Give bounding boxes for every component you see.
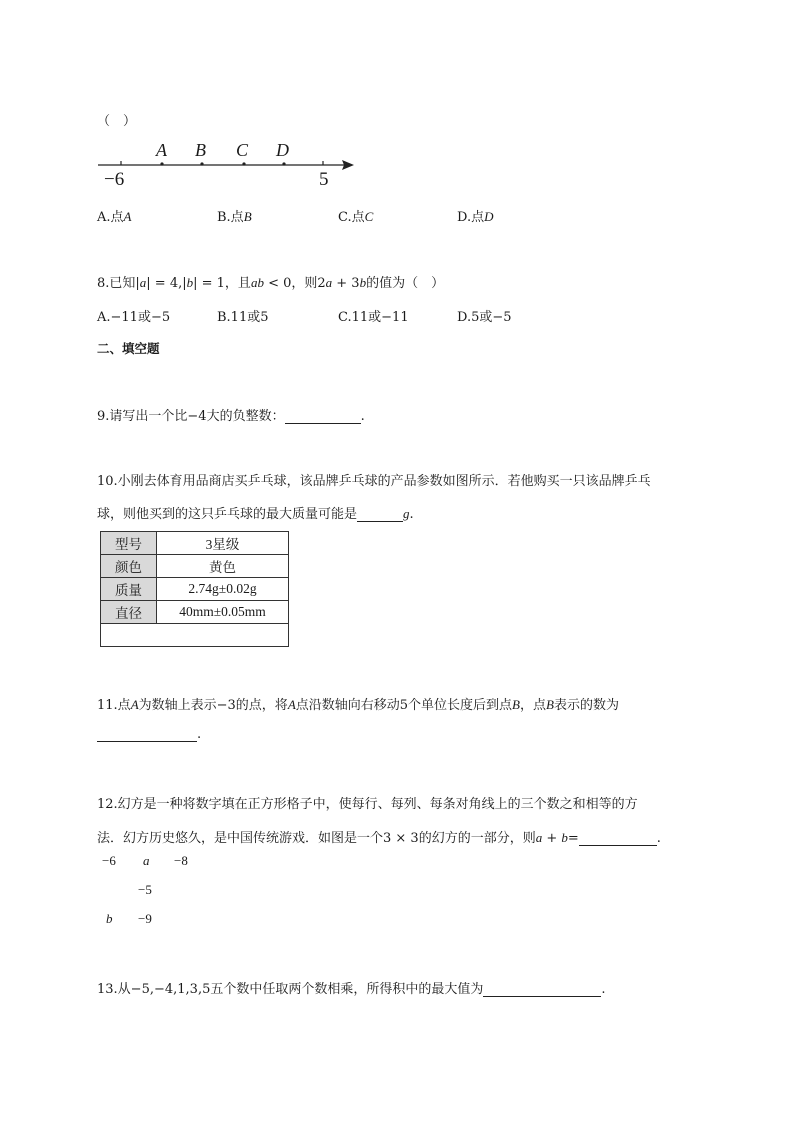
q12-line-1: 12.幻方是一种将数字填在正方形格子中，使每行、每列、每条对角线上的三个数之和相等的方 — [97, 797, 638, 812]
point-a-label: A — [156, 140, 167, 160]
q7-answer-bracket: （ ） — [97, 114, 137, 129]
spec-row-empty — [101, 624, 289, 647]
point-c-label: C — [236, 140, 249, 160]
point-c-dot — [242, 162, 245, 165]
q8-stem: 8.已知|a| = 4,|b| = 1，且ab < 0，则2a + 3b的值为（ ） — [97, 275, 445, 291]
number-line — [96, 140, 366, 200]
q9-stem: 9.请写出一个比−4大的负整数： . — [97, 409, 365, 424]
q13-answer-blank[interactable] — [483, 982, 601, 997]
q7-option-d: D.点D — [457, 209, 494, 225]
q12-line-2: 法．幻方历史悠久，是中国传统游戏．如图是一个3 × 3的幻方的一部分，则a + b= . — [97, 830, 661, 846]
spec-key: 直径 — [101, 601, 157, 624]
q8-option-b: B.11或5 — [217, 310, 269, 325]
axis-label-right: 5 — [319, 169, 329, 190]
q10-line-2: 球，则他买到的这只乒乓球的最大质量可能是 g. — [97, 506, 414, 522]
q8-option-c: C.11或−11 — [338, 310, 409, 325]
q7-option-c: C.点C — [338, 209, 374, 225]
q7-option-a: A.点A — [97, 209, 132, 225]
spec-key: 质量 — [101, 578, 157, 601]
product-spec-table — [100, 531, 289, 647]
point-d-label: D — [276, 140, 289, 160]
q11-stem: 11.点A为数轴上表示−3的点，将A点沿数轴向右移动5个单位长度后到点B，点B表示的数为 — [97, 697, 619, 713]
magic-square-cell: a — [143, 853, 150, 868]
magic-square-cell: −8 — [174, 853, 188, 868]
spec-value: 2.74g±0.02g — [157, 578, 289, 601]
magic-square-cell: −6 — [102, 853, 116, 868]
q7-option-b: B.点B — [217, 209, 252, 225]
q11-answer-blank[interactable] — [97, 727, 197, 742]
q8-option-a: A.−11或−5 — [97, 310, 171, 325]
point-b-dot — [200, 162, 203, 165]
point-a-dot — [160, 162, 163, 165]
q10-answer-blank[interactable] — [357, 507, 403, 522]
spec-row-model — [101, 532, 289, 555]
q8-option-d: D.5或−5 — [457, 310, 512, 325]
spec-key: 颜色 — [101, 555, 157, 578]
q10-line-1: 10.小刚去体育用品商店买乒乓球，该品牌乒乓球的产品参数如图所示．若他购买一只该品牌乒乓 — [97, 474, 651, 489]
magic-square-cell: −5 — [138, 882, 152, 897]
spec-row-diameter — [101, 601, 289, 624]
magic-square-cell: b — [106, 911, 113, 926]
spec-row-mass — [101, 578, 289, 601]
q11-answer-line: . — [97, 727, 201, 742]
spec-value: 黄色 — [157, 555, 289, 578]
section-heading-fill-in: 二、填空题 — [97, 341, 160, 356]
q9-answer-blank[interactable] — [285, 409, 361, 424]
q13-stem: 13.从−5,−4,1,3,5五个数中任取两个数相乘，所得积中的最大值为 . — [97, 982, 606, 997]
spec-key: 型号 — [101, 532, 157, 555]
spec-value: 40mm±0.05mm — [157, 601, 289, 624]
point-d-dot — [282, 162, 285, 165]
magic-square-cell: −9 — [138, 911, 152, 926]
axis-label-left: −6 — [104, 169, 125, 190]
spec-value: 3星级 — [157, 532, 289, 555]
point-b-label: B — [195, 140, 206, 160]
spec-row-color — [101, 555, 289, 578]
q12-answer-blank[interactable] — [579, 831, 657, 846]
